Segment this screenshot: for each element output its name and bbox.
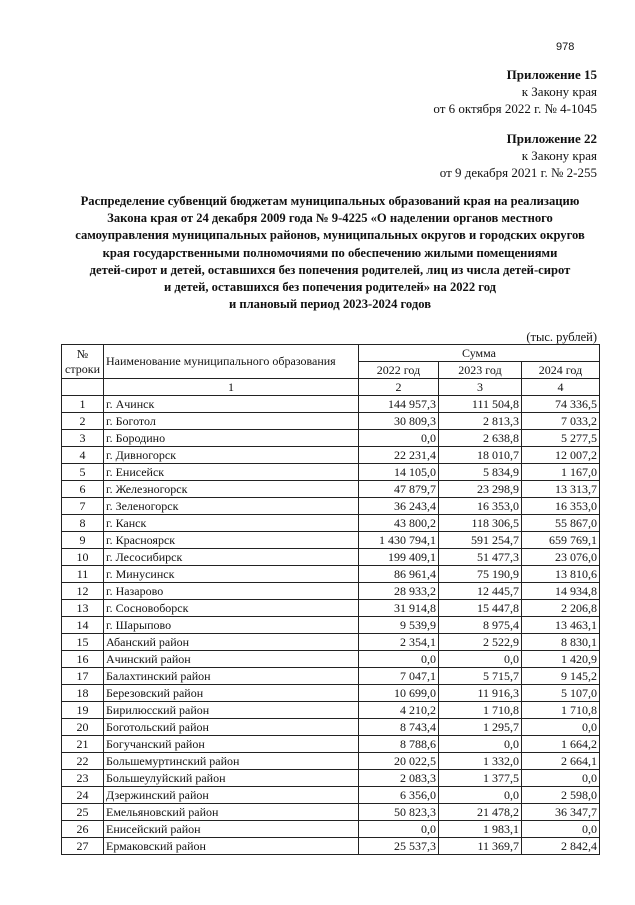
header-year-2024: 2024 год bbox=[522, 362, 600, 379]
row-number: 15 bbox=[62, 634, 104, 651]
municipality-name: Богучанский район bbox=[104, 736, 359, 753]
column-index: 1 bbox=[104, 379, 359, 396]
value-2024: 74 336,5 bbox=[522, 396, 600, 413]
value-2022: 2 083,3 bbox=[359, 770, 439, 787]
value-2023: 1 983,1 bbox=[439, 821, 522, 838]
value-2024: 13 810,6 bbox=[522, 566, 600, 583]
table-row bbox=[62, 770, 600, 787]
municipality-name: Ермаковский район bbox=[104, 838, 359, 855]
title-line: и плановый период 2023-2024 годов bbox=[228, 297, 432, 312]
municipality-name: г. Канск bbox=[104, 515, 359, 532]
annex-law-date: от 9 декабря 2021 г. № 2-255 bbox=[439, 165, 597, 180]
municipality-name: Абанский район bbox=[104, 634, 359, 651]
header-municipality-name: Наименование муниципального образования bbox=[104, 345, 359, 379]
municipality-name: г. Ачинск bbox=[104, 396, 359, 413]
row-number: 1 bbox=[62, 396, 104, 413]
value-2022: 0,0 bbox=[359, 430, 439, 447]
municipality-name: г. Назарово bbox=[104, 583, 359, 600]
table-row bbox=[62, 464, 600, 481]
table-row bbox=[62, 702, 600, 719]
table-row bbox=[62, 498, 600, 515]
row-number: 22 bbox=[62, 753, 104, 770]
header-row-number bbox=[62, 345, 104, 379]
row-number: 8 bbox=[62, 515, 104, 532]
table-row bbox=[62, 838, 600, 855]
municipality-name: Ачинский район bbox=[104, 651, 359, 668]
value-2024: 5 107,0 bbox=[522, 685, 600, 702]
value-2022: 2 354,1 bbox=[359, 634, 439, 651]
value-2022: 30 809,3 bbox=[359, 413, 439, 430]
table-row bbox=[62, 447, 600, 464]
value-2024: 0,0 bbox=[522, 821, 600, 838]
annex-15-header bbox=[433, 66, 597, 117]
value-2024: 659 769,1 bbox=[522, 532, 600, 549]
row-number: 26 bbox=[62, 821, 104, 838]
value-2022: 10 699,0 bbox=[359, 685, 439, 702]
row-number: 9 bbox=[62, 532, 104, 549]
value-2022: 25 537,3 bbox=[359, 838, 439, 855]
table-row bbox=[62, 651, 600, 668]
title-line: края государственными полномочиями по обеспечению жилыми помещениями bbox=[102, 245, 558, 260]
municipality-name: г. Дивногорск bbox=[104, 447, 359, 464]
header-year-2022: 2022 год bbox=[359, 362, 439, 379]
municipality-name: Балахтинский район bbox=[104, 668, 359, 685]
table-row bbox=[62, 634, 600, 651]
value-2024: 1 420,9 bbox=[522, 651, 600, 668]
row-number: 12 bbox=[62, 583, 104, 600]
value-2023: 15 447,8 bbox=[439, 600, 522, 617]
column-index: 3 bbox=[439, 379, 522, 396]
value-2022: 0,0 bbox=[359, 651, 439, 668]
value-2024: 5 277,5 bbox=[522, 430, 600, 447]
value-2024: 55 867,0 bbox=[522, 515, 600, 532]
municipality-name: г. Енисейск bbox=[104, 464, 359, 481]
document-title bbox=[40, 193, 620, 313]
municipality-name: г. Лесосибирск bbox=[104, 549, 359, 566]
value-2024: 7 033,2 bbox=[522, 413, 600, 430]
value-2024: 0,0 bbox=[522, 770, 600, 787]
annex-title: Приложение 22 bbox=[506, 131, 597, 146]
value-2024: 2 842,4 bbox=[522, 838, 600, 855]
value-2023: 0,0 bbox=[439, 736, 522, 753]
value-2022: 8 788,6 bbox=[359, 736, 439, 753]
title-line: и детей, оставшихся без попечения родителей» на 2022 год bbox=[163, 280, 497, 295]
value-2022: 144 957,3 bbox=[359, 396, 439, 413]
row-number: 5 bbox=[62, 464, 104, 481]
value-2024: 13 463,1 bbox=[522, 617, 600, 634]
municipality-name: г. Бородино bbox=[104, 430, 359, 447]
table-row bbox=[62, 787, 600, 804]
table-row bbox=[62, 753, 600, 770]
value-2023: 2 522,9 bbox=[439, 634, 522, 651]
municipality-name: г. Красноярск bbox=[104, 532, 359, 549]
value-2022: 0,0 bbox=[359, 821, 439, 838]
row-number: 20 bbox=[62, 719, 104, 736]
table-row bbox=[62, 821, 600, 838]
value-2023: 21 478,2 bbox=[439, 804, 522, 821]
column-index: 4 bbox=[522, 379, 600, 396]
value-2022: 28 933,2 bbox=[359, 583, 439, 600]
row-number: 17 bbox=[62, 668, 104, 685]
value-2024: 12 007,2 bbox=[522, 447, 600, 464]
header-num-symbol: № bbox=[76, 346, 89, 361]
value-2022: 9 539,9 bbox=[359, 617, 439, 634]
value-2023: 11 916,3 bbox=[439, 685, 522, 702]
value-2023: 16 353,0 bbox=[439, 498, 522, 515]
municipality-name: Большеулуйский район bbox=[104, 770, 359, 787]
value-2023: 12 445,7 bbox=[439, 583, 522, 600]
value-2022: 47 879,7 bbox=[359, 481, 439, 498]
value-2023: 5 834,9 bbox=[439, 464, 522, 481]
value-2023: 75 190,9 bbox=[439, 566, 522, 583]
value-2024: 36 347,7 bbox=[522, 804, 600, 821]
table-row bbox=[62, 566, 600, 583]
municipality-name: г. Зеленогорск bbox=[104, 498, 359, 515]
value-2024: 9 145,2 bbox=[522, 668, 600, 685]
value-2023: 5 715,7 bbox=[439, 668, 522, 685]
units-label: (тыс. рублей) bbox=[526, 330, 597, 344]
row-number: 21 bbox=[62, 736, 104, 753]
municipality-name: Большемуртинский район bbox=[104, 753, 359, 770]
annex-law-ref: к Закону края bbox=[521, 148, 597, 163]
row-number: 19 bbox=[62, 702, 104, 719]
subventions-table bbox=[61, 344, 600, 855]
title-line: детей-сирот и детей, оставшихся без попечения родителей, лиц из числа детей-сирот bbox=[89, 262, 571, 277]
table-row bbox=[62, 532, 600, 549]
annex-22-header bbox=[440, 130, 597, 181]
table-row bbox=[62, 515, 600, 532]
row-number: 23 bbox=[62, 770, 104, 787]
value-2023: 118 306,5 bbox=[439, 515, 522, 532]
value-2023: 0,0 bbox=[439, 651, 522, 668]
value-2024: 13 313,7 bbox=[522, 481, 600, 498]
row-number: 3 bbox=[62, 430, 104, 447]
title-line: самоуправления муниципальных районов, муниципальных округов и городских округов bbox=[75, 228, 585, 243]
table-row bbox=[62, 413, 600, 430]
value-2022: 4 210,2 bbox=[359, 702, 439, 719]
value-2022: 31 914,8 bbox=[359, 600, 439, 617]
value-2024: 1 167,0 bbox=[522, 464, 600, 481]
value-2022: 1 430 794,1 bbox=[359, 532, 439, 549]
value-2024: 1 710,8 bbox=[522, 702, 600, 719]
municipality-name: г. Железногорск bbox=[104, 481, 359, 498]
column-index-row bbox=[62, 379, 600, 396]
value-2024: 2 206,8 bbox=[522, 600, 600, 617]
value-2024: 14 934,8 bbox=[522, 583, 600, 600]
value-2024: 1 664,2 bbox=[522, 736, 600, 753]
header-year-2023: 2023 год bbox=[439, 362, 522, 379]
annex-title: Приложение 15 bbox=[506, 67, 597, 82]
value-2022: 43 800,2 bbox=[359, 515, 439, 532]
value-2022: 22 231,4 bbox=[359, 447, 439, 464]
value-2022: 199 409,1 bbox=[359, 549, 439, 566]
municipality-name: г. Шарыпово bbox=[104, 617, 359, 634]
title-line: Распределение субвенций бюджетам муниципальных образований края на реализацию bbox=[80, 194, 580, 208]
row-number: 13 bbox=[62, 600, 104, 617]
page-number: 978 bbox=[556, 41, 575, 53]
header-num-word: строки bbox=[65, 361, 100, 376]
row-number: 16 bbox=[62, 651, 104, 668]
value-2023: 8 975,4 bbox=[439, 617, 522, 634]
table-body bbox=[62, 396, 600, 855]
value-2024: 23 076,0 bbox=[522, 549, 600, 566]
value-2023: 0,0 bbox=[439, 787, 522, 804]
row-number: 7 bbox=[62, 498, 104, 515]
value-2022: 36 243,4 bbox=[359, 498, 439, 515]
value-2022: 20 022,5 bbox=[359, 753, 439, 770]
value-2024: 2 598,0 bbox=[522, 787, 600, 804]
value-2023: 111 504,8 bbox=[439, 396, 522, 413]
header-sum: Сумма bbox=[359, 345, 600, 362]
municipality-name: г. Минусинск bbox=[104, 566, 359, 583]
value-2023: 1 295,7 bbox=[439, 719, 522, 736]
row-number: 14 bbox=[62, 617, 104, 634]
table-row bbox=[62, 685, 600, 702]
municipality-name: Дзержинский район bbox=[104, 787, 359, 804]
row-number: 10 bbox=[62, 549, 104, 566]
annex-law-date: от 6 октября 2022 г. № 4-1045 bbox=[433, 101, 597, 116]
table-row bbox=[62, 719, 600, 736]
municipality-name: Енисейский район bbox=[104, 821, 359, 838]
row-number: 27 bbox=[62, 838, 104, 855]
value-2024: 8 830,1 bbox=[522, 634, 600, 651]
table-row bbox=[62, 583, 600, 600]
row-number: 24 bbox=[62, 787, 104, 804]
value-2022: 50 823,3 bbox=[359, 804, 439, 821]
municipality-name: Емельяновский район bbox=[104, 804, 359, 821]
value-2023: 1 377,5 bbox=[439, 770, 522, 787]
municipality-name: Боготольский район bbox=[104, 719, 359, 736]
table-row bbox=[62, 736, 600, 753]
value-2022: 86 961,4 bbox=[359, 566, 439, 583]
municipality-name: г. Боготол bbox=[104, 413, 359, 430]
table-row bbox=[62, 481, 600, 498]
municipality-name: Бирилюсский район bbox=[104, 702, 359, 719]
municipality-name: Березовский район bbox=[104, 685, 359, 702]
value-2022: 7 047,1 bbox=[359, 668, 439, 685]
value-2024: 2 664,1 bbox=[522, 753, 600, 770]
value-2023: 18 010,7 bbox=[439, 447, 522, 464]
table-row bbox=[62, 617, 600, 634]
table-row bbox=[62, 396, 600, 413]
value-2023: 23 298,9 bbox=[439, 481, 522, 498]
table-row bbox=[62, 549, 600, 566]
table-row bbox=[62, 668, 600, 685]
row-number: 18 bbox=[62, 685, 104, 702]
value-2022: 8 743,4 bbox=[359, 719, 439, 736]
value-2024: 0,0 bbox=[522, 719, 600, 736]
row-number: 25 bbox=[62, 804, 104, 821]
column-index: 2 bbox=[359, 379, 439, 396]
annex-law-ref: к Закону края bbox=[521, 84, 597, 99]
value-2022: 14 105,0 bbox=[359, 464, 439, 481]
value-2023: 591 254,7 bbox=[439, 532, 522, 549]
value-2024: 16 353,0 bbox=[522, 498, 600, 515]
value-2023: 2 638,8 bbox=[439, 430, 522, 447]
value-2022: 6 356,0 bbox=[359, 787, 439, 804]
table-row bbox=[62, 600, 600, 617]
value-2023: 2 813,3 bbox=[439, 413, 522, 430]
value-2023: 51 477,3 bbox=[439, 549, 522, 566]
value-2023: 1 710,8 bbox=[439, 702, 522, 719]
municipality-name: г. Сосновоборск bbox=[104, 600, 359, 617]
row-number: 11 bbox=[62, 566, 104, 583]
column-index bbox=[62, 379, 104, 396]
value-2023: 11 369,7 bbox=[439, 838, 522, 855]
row-number: 6 bbox=[62, 481, 104, 498]
title-line: Закона края от 24 декабря 2009 года № 9-4225 «О наделении органов местного bbox=[107, 211, 553, 226]
table-row bbox=[62, 804, 600, 821]
value-2023: 1 332,0 bbox=[439, 753, 522, 770]
row-number: 2 bbox=[62, 413, 104, 430]
row-number: 4 bbox=[62, 447, 104, 464]
table-row bbox=[62, 430, 600, 447]
